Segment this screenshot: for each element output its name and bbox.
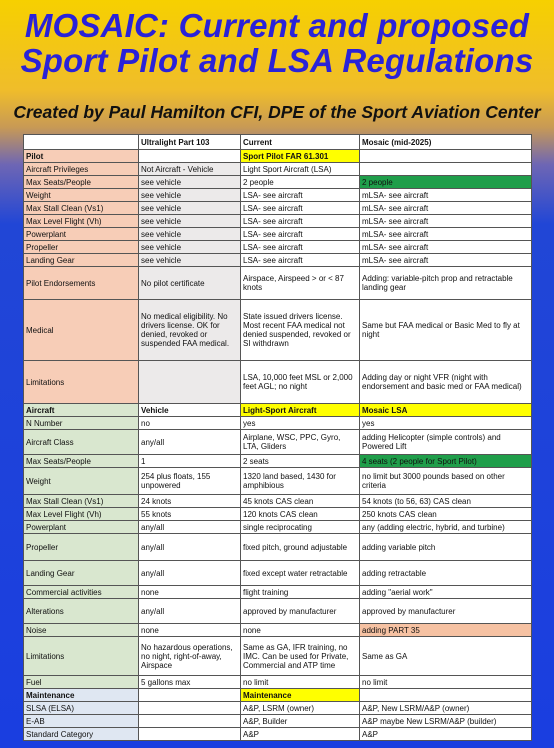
table-cell: mLSA- see aircraft bbox=[360, 189, 532, 202]
table-row bbox=[24, 267, 532, 300]
table-cell: 2 seats bbox=[241, 455, 360, 468]
row-label: Alterations bbox=[24, 599, 139, 624]
table-cell: yes bbox=[360, 417, 532, 430]
table-cell: No pilot certificate bbox=[139, 267, 241, 300]
table-cell: mLSA- see aircraft bbox=[360, 202, 532, 215]
table-cell bbox=[360, 163, 532, 176]
table-cell: flight training bbox=[241, 586, 360, 599]
table-row bbox=[24, 228, 532, 241]
regulations-table bbox=[23, 134, 532, 741]
row-label: Standard Category bbox=[24, 728, 139, 741]
row-label: Limitations bbox=[24, 361, 139, 404]
row-label: Weight bbox=[24, 468, 139, 495]
table-row bbox=[24, 495, 532, 508]
table-cell: mLSA- see aircraft bbox=[360, 254, 532, 267]
table-row bbox=[24, 637, 532, 676]
row-label: Max Seats/People bbox=[24, 176, 139, 189]
table-cell: Light Sport Aircraft (LSA) bbox=[241, 163, 360, 176]
table-cell: 250 knots CAS clean bbox=[360, 508, 532, 521]
section-row-pilot bbox=[24, 150, 532, 163]
table-cell bbox=[360, 689, 532, 702]
table-row bbox=[24, 468, 532, 495]
row-label: Pilot bbox=[24, 150, 139, 163]
table-cell: 45 knots CAS clean bbox=[241, 495, 360, 508]
table-row bbox=[24, 715, 532, 728]
table-cell: adding PART 35 bbox=[360, 624, 532, 637]
table-row bbox=[24, 241, 532, 254]
table-cell bbox=[139, 150, 241, 163]
table-cell: LSA- see aircraft bbox=[241, 241, 360, 254]
page-title bbox=[0, 8, 554, 78]
table-cell: adding retractable bbox=[360, 561, 532, 586]
table-cell: 24 knots bbox=[139, 495, 241, 508]
table-cell: fixed except water retractable bbox=[241, 561, 360, 586]
header-cell-current: Current bbox=[241, 135, 360, 150]
table-cell: A&P maybe New LSRM/A&P (builder) bbox=[360, 715, 532, 728]
table-cell bbox=[139, 715, 241, 728]
table-row bbox=[24, 176, 532, 189]
table-row bbox=[24, 508, 532, 521]
table-cell: LSA- see aircraft bbox=[241, 202, 360, 215]
table-cell: LSA- see aircraft bbox=[241, 228, 360, 241]
table-row bbox=[24, 586, 532, 599]
row-label: Aircraft bbox=[24, 404, 139, 417]
row-label: Maintenance bbox=[24, 689, 139, 702]
table-cell: Same as GA, IFR training, no IMC. Can be used for Private, Commercial and ATP time bbox=[241, 637, 360, 676]
header-cell-blank bbox=[24, 135, 139, 150]
table-cell: LSA- see aircraft bbox=[241, 254, 360, 267]
table-cell: 5 gallons max bbox=[139, 676, 241, 689]
row-label: Weight bbox=[24, 189, 139, 202]
table-cell: 2 people bbox=[241, 176, 360, 189]
table-cell: no bbox=[139, 417, 241, 430]
table-row bbox=[24, 417, 532, 430]
row-label: Limitations bbox=[24, 637, 139, 676]
row-label: Landing Gear bbox=[24, 561, 139, 586]
row-label: E-AB bbox=[24, 715, 139, 728]
table-cell: none bbox=[139, 586, 241, 599]
row-label: Fuel bbox=[24, 676, 139, 689]
row-label: Propeller bbox=[24, 241, 139, 254]
row-label: Max Stall Clean (Vs1) bbox=[24, 202, 139, 215]
table-cell: adding variable pitch bbox=[360, 534, 532, 561]
table-row bbox=[24, 254, 532, 267]
table-header-row bbox=[24, 135, 532, 150]
row-label: Powerplant bbox=[24, 228, 139, 241]
table-cell: mLSA- see aircraft bbox=[360, 215, 532, 228]
table-cell: No hazardous operations, no night, right-of-away, Airspace bbox=[139, 637, 241, 676]
table-row bbox=[24, 163, 532, 176]
row-label: Aircraft Class bbox=[24, 430, 139, 455]
table-cell: No medical eligibility. No drivers license. OK for denied, revoked or suspended FAA medical. bbox=[139, 300, 241, 361]
table-cell: Adding: variable-pitch prop and retractable landing gear bbox=[360, 267, 532, 300]
table-cell: approved by manufacturer bbox=[241, 599, 360, 624]
row-label: Max Stall Clean (Vs1) bbox=[24, 495, 139, 508]
row-label: Aircraft Privileges bbox=[24, 163, 139, 176]
table-cell: Maintenance bbox=[241, 689, 360, 702]
table-cell: 4 seats (2 people for Sport Pilot) bbox=[360, 455, 532, 468]
table-cell: approved by manufacturer bbox=[360, 599, 532, 624]
table-cell: yes bbox=[241, 417, 360, 430]
table-row bbox=[24, 215, 532, 228]
table-row bbox=[24, 676, 532, 689]
table-cell bbox=[139, 702, 241, 715]
table-cell: see vehicle bbox=[139, 189, 241, 202]
table-cell: 54 knots (to 56, 63) CAS clean bbox=[360, 495, 532, 508]
row-label: Propeller bbox=[24, 534, 139, 561]
table-cell: A&P, LSRM (owner) bbox=[241, 702, 360, 715]
row-label: Landing Gear bbox=[24, 254, 139, 267]
table-cell: see vehicle bbox=[139, 228, 241, 241]
table-cell: A&P, New LSRM/A&P (owner) bbox=[360, 702, 532, 715]
table-cell: Mosaic LSA bbox=[360, 404, 532, 417]
table-row bbox=[24, 189, 532, 202]
header-cell-ultralight: Ultralight Part 103 bbox=[139, 135, 241, 150]
table-row bbox=[24, 361, 532, 404]
row-label: Medical bbox=[24, 300, 139, 361]
table-cell: Airplane, WSC, PPC, Gyro, LTA, Gliders bbox=[241, 430, 360, 455]
header-cell-mosaic: Mosaic (mid-2025) bbox=[360, 135, 532, 150]
row-label: Pilot Endorsements bbox=[24, 267, 139, 300]
section-row-maintenance bbox=[24, 689, 532, 702]
table-cell: 120 knots CAS clean bbox=[241, 508, 360, 521]
table-cell: any/all bbox=[139, 599, 241, 624]
table-row bbox=[24, 702, 532, 715]
table-row bbox=[24, 430, 532, 455]
table-cell bbox=[139, 361, 241, 404]
table-cell: adding Helicopter (simple controls) and Powered Lift bbox=[360, 430, 532, 455]
table-cell: mLSA- see aircraft bbox=[360, 241, 532, 254]
title-line-2: Sport Pilot and LSA Regulations bbox=[20, 42, 534, 79]
table-cell: fixed pitch, ground adjustable bbox=[241, 534, 360, 561]
row-label: Max Level Flight (Vh) bbox=[24, 215, 139, 228]
table-cell: LSA, 10,000 feet MSL or 2,000 feet AGL; no night bbox=[241, 361, 360, 404]
table-cell: Sport Pilot FAR 61.301 bbox=[241, 150, 360, 163]
table-row bbox=[24, 728, 532, 741]
row-label: N Number bbox=[24, 417, 139, 430]
title-line-1: MOSAIC: Current and proposed bbox=[24, 7, 530, 44]
table-cell: none bbox=[139, 624, 241, 637]
table-cell bbox=[360, 150, 532, 163]
table-cell: 2 people bbox=[360, 176, 532, 189]
table-cell: 254 plus floats, 155 unpowered bbox=[139, 468, 241, 495]
table-cell bbox=[139, 728, 241, 741]
table-cell: Light-Sport Aircraft bbox=[241, 404, 360, 417]
table-cell: Not Aircraft - Vehicle bbox=[139, 163, 241, 176]
table-cell: mLSA- see aircraft bbox=[360, 228, 532, 241]
table-cell: no limit bbox=[241, 676, 360, 689]
table-row bbox=[24, 534, 532, 561]
table-cell: no limit bbox=[360, 676, 532, 689]
table-cell: 1320 land based, 1430 for amphibious bbox=[241, 468, 360, 495]
table-row bbox=[24, 521, 532, 534]
table-cell: see vehicle bbox=[139, 202, 241, 215]
table-cell bbox=[139, 689, 241, 702]
table-cell: any/all bbox=[139, 430, 241, 455]
table-cell: Airspace, Airspeed > or < 87 knots bbox=[241, 267, 360, 300]
table-cell: see vehicle bbox=[139, 176, 241, 189]
table-cell: Adding day or night VFR (night with endorsement and basic med or FAA medical) bbox=[360, 361, 532, 404]
row-label: Commercial activities bbox=[24, 586, 139, 599]
table-row bbox=[24, 300, 532, 361]
table-cell: none bbox=[241, 624, 360, 637]
table-cell: any/all bbox=[139, 561, 241, 586]
table-cell: any/all bbox=[139, 534, 241, 561]
table-cell: any/all bbox=[139, 521, 241, 534]
table-cell: Same as GA bbox=[360, 637, 532, 676]
table-cell: 55 knots bbox=[139, 508, 241, 521]
table-cell: LSA- see aircraft bbox=[241, 215, 360, 228]
table-row bbox=[24, 624, 532, 637]
table-cell: A&P bbox=[360, 728, 532, 741]
table-cell: A&P, Builder bbox=[241, 715, 360, 728]
table-cell: Same but FAA medical or Basic Med to fly at night bbox=[360, 300, 532, 361]
table-cell: no limit but 3000 pounds based on other criteria bbox=[360, 468, 532, 495]
section-row-aircraft bbox=[24, 404, 532, 417]
table-cell: State issued drivers license. Most recent FAA medical not denied suspended, revoked or SI withdrawn bbox=[241, 300, 360, 361]
page-subtitle: Created by Paul Hamilton CFI, DPE of the Sport Aviation Center bbox=[13, 102, 541, 122]
table-row bbox=[24, 455, 532, 468]
row-label: Max Level Flight (Vh) bbox=[24, 508, 139, 521]
row-label: Powerplant bbox=[24, 521, 139, 534]
table-cell: Vehicle bbox=[139, 404, 241, 417]
table-cell: see vehicle bbox=[139, 215, 241, 228]
table-cell: see vehicle bbox=[139, 241, 241, 254]
row-label: SLSA (ELSA) bbox=[24, 702, 139, 715]
table-cell: single reciprocating bbox=[241, 521, 360, 534]
table-cell: 1 bbox=[139, 455, 241, 468]
table-row bbox=[24, 561, 532, 586]
table-cell: LSA- see aircraft bbox=[241, 189, 360, 202]
row-label: Noise bbox=[24, 624, 139, 637]
table-cell: see vehicle bbox=[139, 254, 241, 267]
table-cell: A&P bbox=[241, 728, 360, 741]
row-label: Max Seats/People bbox=[24, 455, 139, 468]
table-row bbox=[24, 599, 532, 624]
table-row bbox=[24, 202, 532, 215]
table-cell: any (adding electric, hybrid, and turbine) bbox=[360, 521, 532, 534]
table-cell: adding "aerial work" bbox=[360, 586, 532, 599]
